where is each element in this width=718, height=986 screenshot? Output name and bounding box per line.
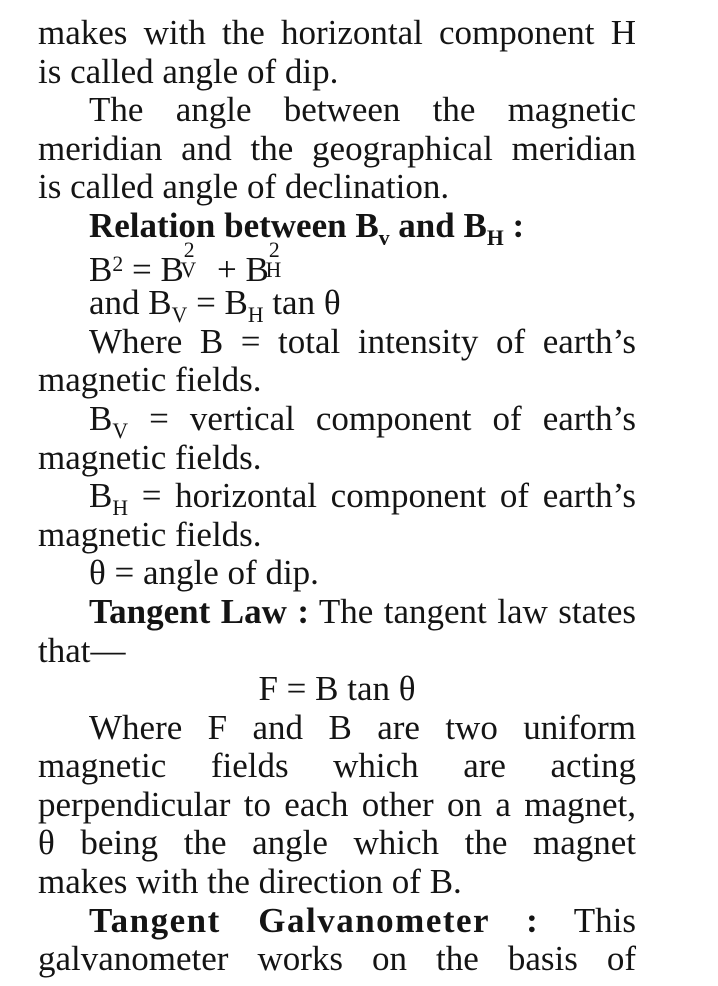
relation-heading: Relation between $B_v$ and $B_H$ :: [89, 205, 525, 250]
document-page: [38, 14, 636, 979]
equation-bv-tan: and $B_V = B_H$ tan θ: [89, 283, 341, 327]
tangent-law-heading: Tangent Law :: [89, 591, 309, 631]
text-line: magnetic fields.: [38, 514, 262, 554]
galvanometer-line: Tangent Galvanometer : This: [89, 900, 636, 940]
definition-bh: $B_H$ = horizontal component of earth’s: [89, 476, 636, 520]
definition-theta: θ = angle of dip.: [89, 553, 319, 593]
text-line: is called angle of declination.: [38, 167, 450, 207]
text-line: The angle between the magnetic: [89, 90, 636, 130]
text-line: makes with the direction of B.: [38, 862, 462, 902]
galvanometer-heading: Tangent Galvanometer: [89, 900, 491, 940]
text-line: is called angle of dip.: [38, 51, 339, 91]
equation-b-squared: $B^2 = B$ 2 V + B 2 H: [89, 238, 282, 289]
tangent-law-line: Tangent Law : The tangent law states: [89, 591, 637, 631]
text-line: meridian and the geographical meridian: [38, 128, 636, 168]
text-line: Where B = total intensity of earth’s: [89, 321, 636, 361]
text-line: perpendicular to each other on a magnet,: [38, 784, 636, 824]
text-line: galvanometer works on the basis of: [38, 939, 636, 979]
text-line: makes with the horizontal component H: [38, 13, 636, 52]
text-line: θ being the angle which the magnet: [38, 823, 636, 863]
text-line: magnetic fields.: [38, 437, 262, 477]
text-line: magnetic fields which are acting: [38, 746, 636, 786]
text-line: Where F and B are two uniform: [89, 707, 636, 747]
text-line: magnetic fields.: [38, 360, 262, 400]
text-line: that—: [38, 630, 126, 670]
tangent-law-formula: F = B tan θ: [258, 669, 416, 709]
definition-bv: $B_V$ = vertical component of earth’s: [89, 398, 636, 443]
